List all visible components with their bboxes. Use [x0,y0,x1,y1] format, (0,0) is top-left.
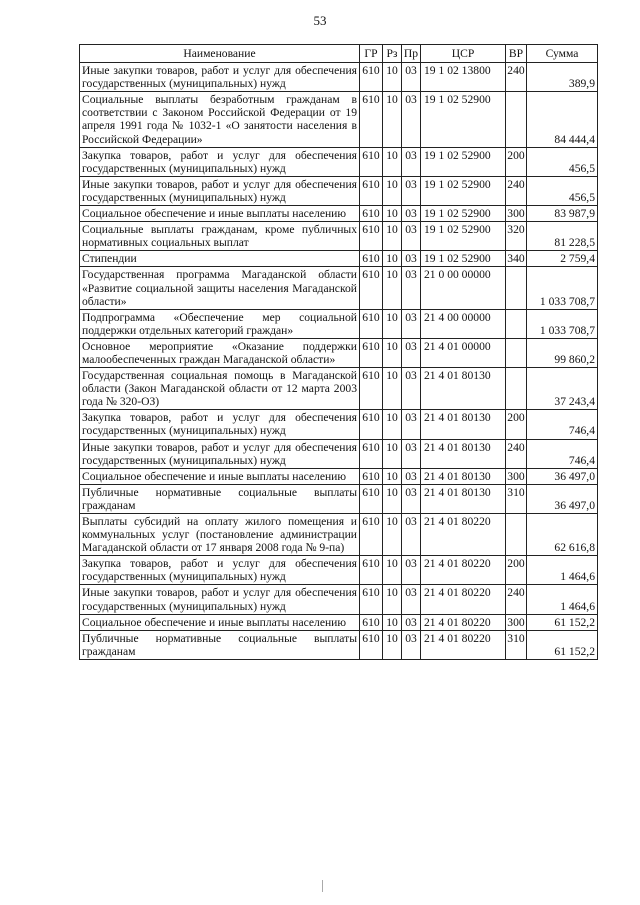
table-row [80,556,598,585]
cell-sum: 36 497,0 [527,484,598,513]
cell-sum: 746,4 [527,410,598,439]
cell-name: Социальные выплаты гражданам, кроме публичных нормативных социальных выплат [80,222,360,251]
cell-rz: 10 [383,309,402,338]
cell-csr: 19 1 02 52900 [421,176,506,205]
cell-csr: 21 4 01 80220 [421,514,506,556]
cell-pr: 03 [402,614,421,630]
cell-rz: 10 [383,630,402,659]
cell-pr: 03 [402,556,421,585]
table-row [80,92,598,147]
cell-name: Основное мероприятие «Оказание поддержки малообеспеченных граждан Магаданской области» [80,338,360,367]
cell-vr: 340 [507,252,525,266]
cell-vr [506,368,527,410]
cell-vr [506,514,527,556]
cell-pr: 03 [402,410,421,439]
cell-name: Публичные нормативные социальные выплаты гражданам [80,484,360,513]
cell-gr: 610 [360,176,383,205]
cell-rz: 10 [383,514,402,556]
cell-pr: 03 [402,92,421,147]
cell-pr: 03 [402,514,421,556]
table-row [80,484,598,513]
header-rz: Рз [383,45,402,63]
cell-vr: 240 [506,63,527,92]
cell-name: Закупка товаров, работ и услуг для обеспечения государственных (муниципальных) нужд [80,556,360,585]
cell-gr: 610 [360,556,383,585]
cell-csr: 19 1 02 52900 [421,251,506,267]
cell-vr: 240 [506,176,527,205]
cell-vr: 300 [507,615,525,629]
cell-sum: 389,9 [527,63,598,92]
cell-pr: 03 [402,585,421,614]
table-row [80,222,598,251]
cell-sum: 746,4 [527,439,598,468]
cell-pr: 03 [402,439,421,468]
cell-gr: 610 [360,206,383,222]
cell-gr: 610 [360,267,383,309]
cell-name: Иные закупки товаров, работ и услуг для обеспечения государственных (муниципальных) нужд [80,176,360,205]
cell-rz: 10 [383,556,402,585]
table-row [80,514,598,556]
table-row [80,614,598,630]
cell-gr: 610 [360,251,383,267]
header-csr: ЦСР [421,45,506,63]
cell-vr: 300 [507,469,525,483]
cell-csr: 21 4 01 80220 [421,556,506,585]
cell-sum: 1 033 708,7 [527,267,598,309]
cell-csr: 19 1 02 52900 [421,206,506,222]
cell-sum: 61 152,2 [527,614,598,630]
page-number: 53 [313,13,327,28]
cell-name: Публичные нормативные социальные выплаты гражданам [80,630,360,659]
table-row [80,147,598,176]
cell-rz: 10 [383,206,402,222]
cell-gr: 610 [360,585,383,614]
cell-sum: 2 759,4 [527,251,598,267]
cell-pr: 03 [402,251,421,267]
table-row [80,63,598,92]
cell-vr: 240 [506,585,527,614]
cell-vr [506,338,527,367]
cell-rz: 10 [383,439,402,468]
cell-gr: 610 [360,410,383,439]
cell-gr: 610 [360,309,383,338]
cell-csr: 21 4 01 80130 [421,484,506,513]
cell-gr: 610 [360,614,383,630]
cell-rz: 10 [383,147,402,176]
cell-name: Выплаты субсидий на оплату жилого помещения и коммунальных услуг (постановление администрации Магаданской области от 17 января 2008 года № 9-па) [80,514,360,556]
table-body [80,63,598,660]
header-gr: ГР [360,45,383,63]
cell-pr: 03 [402,368,421,410]
budget-table [79,44,598,660]
cell-pr: 03 [402,338,421,367]
cell-vr: 200 [506,410,527,439]
cell-name: Государственная социальная помощь в Магаданской области (Закон Магаданской области от 12 марта 2003 года № 320-ОЗ) [80,368,360,410]
table-row [80,206,598,222]
cell-csr: 19 1 02 52900 [421,92,506,147]
cell-gr: 610 [360,63,383,92]
cell-csr: 21 4 01 80130 [421,468,506,484]
cell-csr: 21 4 01 80220 [421,585,506,614]
cell-sum: 62 616,8 [527,514,598,556]
cell-csr: 21 4 01 80130 [421,410,506,439]
cell-name: Подпрограмма «Обеспечение мер социальной поддержки отдельных категорий граждан» [80,309,360,338]
table-row [80,410,598,439]
table-row [80,468,598,484]
cell-rz: 10 [383,251,402,267]
cell-gr: 610 [360,222,383,251]
cell-csr: 21 4 01 80130 [421,368,506,410]
table-row [80,309,598,338]
cell-sum: 1 033 708,7 [527,309,598,338]
cell-sum: 456,5 [527,147,598,176]
cell-gr: 610 [360,630,383,659]
cell-csr: 21 4 01 80220 [421,630,506,659]
cell-sum: 84 444,4 [527,92,598,147]
cell-sum: 36 497,0 [527,468,598,484]
cell-gr: 610 [360,92,383,147]
scan-mark [322,880,323,892]
header-name: Наименование [80,45,360,63]
table-row [80,630,598,659]
header-vr: ВР [506,45,527,63]
cell-rz: 10 [383,267,402,309]
cell-sum: 83 987,9 [527,206,598,222]
cell-pr: 03 [402,468,421,484]
header-sum: Сумма [527,45,598,63]
cell-sum: 81 228,5 [527,222,598,251]
cell-sum: 99 860,2 [527,338,598,367]
cell-vr: 240 [506,439,527,468]
cell-vr [506,267,527,309]
cell-csr: 19 1 02 52900 [421,222,506,251]
cell-pr: 03 [402,267,421,309]
cell-rz: 10 [383,468,402,484]
cell-vr: 200 [506,556,527,585]
cell-vr: 320 [506,222,527,251]
cell-name: Государственная программа Магаданской области «Развитие социальной защиты населения Магаданской области» [80,267,360,309]
cell-vr [506,309,527,338]
cell-pr: 03 [402,309,421,338]
cell-sum: 1 464,6 [527,556,598,585]
cell-csr: 21 4 01 00000 [421,338,506,367]
cell-sum: 1 464,6 [527,585,598,614]
cell-pr: 03 [402,206,421,222]
cell-name: Иные закупки товаров, работ и услуг для обеспечения государственных (муниципальных) нужд [80,439,360,468]
cell-csr: 19 1 02 13800 [421,63,506,92]
cell-rz: 10 [383,614,402,630]
cell-rz: 10 [383,585,402,614]
cell-gr: 610 [360,484,383,513]
table-row [80,267,598,309]
cell-pr: 03 [402,176,421,205]
table-row [80,368,598,410]
cell-name: Социальное обеспечение и иные выплаты населению [80,468,360,484]
cell-pr: 03 [402,484,421,513]
cell-vr: 310 [506,630,527,659]
cell-pr: 03 [402,63,421,92]
cell-csr: 19 1 02 52900 [421,147,506,176]
cell-rz: 10 [383,63,402,92]
cell-rz: 10 [383,92,402,147]
cell-name: Иные закупки товаров, работ и услуг для обеспечения государственных (муниципальных) нужд [80,585,360,614]
cell-name: Социальное обеспечение и иные выплаты населению [80,614,360,630]
cell-name: Закупка товаров, работ и услуг для обеспечения государственных (муниципальных) нужд [80,410,360,439]
cell-name: Стипендии [80,251,360,267]
cell-csr: 21 0 00 00000 [421,267,506,309]
table-row [80,338,598,367]
table-row [80,251,598,267]
cell-rz: 10 [383,410,402,439]
cell-name: Социальное обеспечение и иные выплаты населению [80,206,360,222]
cell-csr: 21 4 01 80220 [421,614,506,630]
cell-rz: 10 [383,484,402,513]
cell-rz: 10 [383,222,402,251]
cell-sum: 37 243,4 [527,368,598,410]
table-header-row [80,45,598,63]
cell-csr: 21 4 01 80130 [421,439,506,468]
cell-gr: 610 [360,338,383,367]
cell-pr: 03 [402,222,421,251]
cell-pr: 03 [402,147,421,176]
cell-sum: 61 152,2 [527,630,598,659]
header-pr: Пр [402,45,421,63]
cell-gr: 610 [360,468,383,484]
cell-gr: 610 [360,147,383,176]
cell-name: Социальные выплаты безработным гражданам в соответствии с Законом Российской Федерации от 19 апреля 1991 года № 1032-1 «О занятости населения в Российской Федерации» [80,92,360,147]
cell-vr: 310 [506,484,527,513]
cell-name: Иные закупки товаров, работ и услуг для обеспечения государственных (муниципальных) нужд [80,63,360,92]
cell-vr: 300 [507,207,525,221]
table-row [80,439,598,468]
cell-gr: 610 [360,368,383,410]
cell-rz: 10 [383,368,402,410]
cell-pr: 03 [402,630,421,659]
cell-csr: 21 4 00 00000 [421,309,506,338]
table-row [80,176,598,205]
cell-gr: 610 [360,439,383,468]
cell-name: Закупка товаров, работ и услуг для обеспечения государственных (муниципальных) нужд [80,147,360,176]
cell-rz: 10 [383,338,402,367]
cell-vr [506,92,527,147]
cell-rz: 10 [383,176,402,205]
cell-sum: 456,5 [527,176,598,205]
table-row [80,585,598,614]
cell-gr: 610 [360,514,383,556]
cell-vr: 200 [506,147,527,176]
